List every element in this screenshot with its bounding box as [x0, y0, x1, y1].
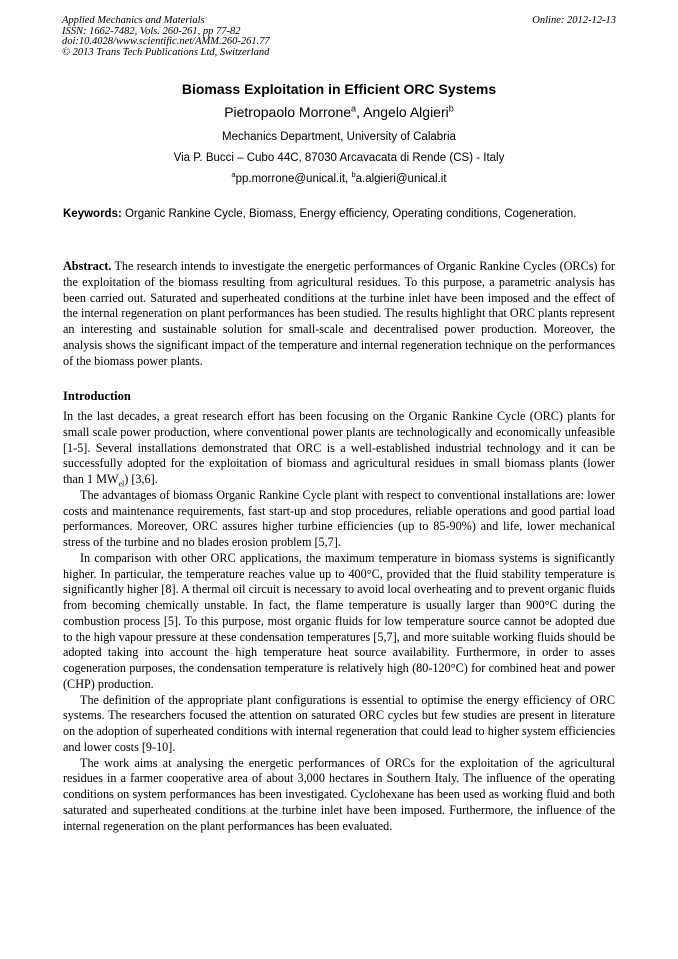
introduction-body [63, 409, 615, 834]
section-heading-introduction: Introduction [63, 389, 131, 403]
abstract-text: The research intends to investigate the energetic performances of Organic Rankine Cycles (ORCs) for the exploitation of the biomass resulting from agricultural residues. To this purpose, a parametric analysis has been carried out. Saturated and superheated conditions at the turbine inlet have been imposed and the effect of the internal regeneration on plant performances has been studied. The results highlight that ORC plants represent an interesting and sustainable solution for small-scale and decentralised power production. Moreover, the analysis shows the significant impact of the temperature and internal regeneration technique on the performances of the biomass power plants. [63, 259, 615, 368]
email-a-superscript: a [231, 170, 236, 180]
intro-p1-subscript: el [118, 479, 125, 489]
issn-line: ISSN: 1662-7482, Vols. 260-261, pp 77-82 [62, 25, 241, 37]
keywords-block [63, 207, 615, 223]
intro-p1-text: In the last decades, a great research effort has been focusing on the Organic Rankine Cycle (ORC) plants for small scale power production, where conventional power plants are technologically and economically unfeasible [1-5]. Several installations demonstrated that ORC is a well-established industrial technology and it can be successfully adopted for the exploitation of biomass and agricultural residues in small biomass plants (lower than 1 MW [63, 409, 615, 486]
online-date: Online: 2012-12-13 [532, 15, 616, 26]
email-b: a.algieri@unical.it [355, 173, 447, 185]
journal-name: Applied Mechanics and Materials [62, 15, 205, 26]
doi-line: doi:10.4028/www.scientific.net/AMM.260-261.77 [62, 36, 270, 47]
author-list [0, 104, 678, 120]
email-b-superscript: b [351, 170, 356, 180]
paper-title: Biomass Exploitation in Efficient ORC Systems [181, 81, 497, 97]
copyright-line: © 2013 Trans Tech Publications Ltd, Switzerland [62, 46, 270, 58]
author-2-name: Angelo Algieri [363, 104, 449, 120]
intro-paragraph-1 [63, 409, 615, 488]
intro-p1-tail: ) [3,6]. [124, 472, 158, 486]
intro-paragraph-4: The definition of the appropriate plant configurations is essential to optimise the energy efficiency of ORC systems. The researchers focused the attention on saturated ORC cycles but few studies are present in literature on the adoption of superheated conditions with internal regeneration that could lead to higher system efficiencies and lower costs [9-10]. [63, 692, 615, 754]
author-1-name: Pietropaolo Morrone [224, 104, 352, 120]
email-a: pp.morrone@unical.it, [235, 173, 352, 185]
author-separator: , [356, 104, 364, 120]
intro-paragraph-5: The work aims at analysing the energetic performances of ORCs for the exploitation of the agricultural residues in a farmer cooperative area of about 3,000 hectares in Southern Italy. The influence of the operating conditions on system performances has been investigated. Cyclohexane has been used as working fluid and both saturated and superheated conditions at the turbine inlet have been imposed. Furthermore, the influence of the internal regeneration on the plant performances has been evaluated. [63, 755, 615, 833]
affiliation-address: Via P. Bucci – Cubo 44C, 87030 Arcavacata di Rende (CS) - Italy [173, 152, 505, 164]
intro-paragraph-3: In comparison with other ORC applications, the maximum temperature in biomass systems is significantly higher. In particular, the temperature reaches value up to 400°C, provided that the fluid stability temperature is significantly higher [8]. A thermal oil circuit is necessary to avoid local overheating and to prevent organic fluids from becoming chemically unstable. In fact, the flame temperature is usually larger than 900°C during the combustion process [5]. To this purpose, most organic fluids for low temperature source cannot be adopted due to the high vapour pressure at these condensation temperatures [5,7], and more suitable working fluids should be adopted taking into account the high temperature heat source availability. Furthermore, in order to asses cogeneration purposes, the condensation temperature is relatively high (80-120°C) for combined heat and power (CHP) production. [63, 550, 615, 691]
publication-header [62, 16, 616, 58]
keywords-text: Organic Rankine Cycle, Biomass, Energy efficiency, Operating conditions, Cogeneration. [121, 208, 577, 220]
abstract-label: Abstract. [63, 259, 112, 273]
keywords-label: Keywords: [63, 208, 122, 220]
abstract-block [63, 259, 615, 369]
author-emails [0, 170, 678, 185]
intro-paragraph-2: The advantages of biomass Organic Rankine Cycle plant with respect to conventional installations are: lower costs and maintenance requirements, fast start-up and stop procedures, reliable operations and good partial load performances. Moreover, ORC assures higher turbine efficiencies (up to 85-90%) and life, lower mechanical stress of the turbine and no blades erosion problem [5,7]. [63, 487, 615, 549]
author-1-superscript: a [351, 103, 357, 114]
affiliation-department: Mechanics Department, University of Calabria [222, 131, 456, 143]
author-2-superscript: b [448, 103, 454, 114]
